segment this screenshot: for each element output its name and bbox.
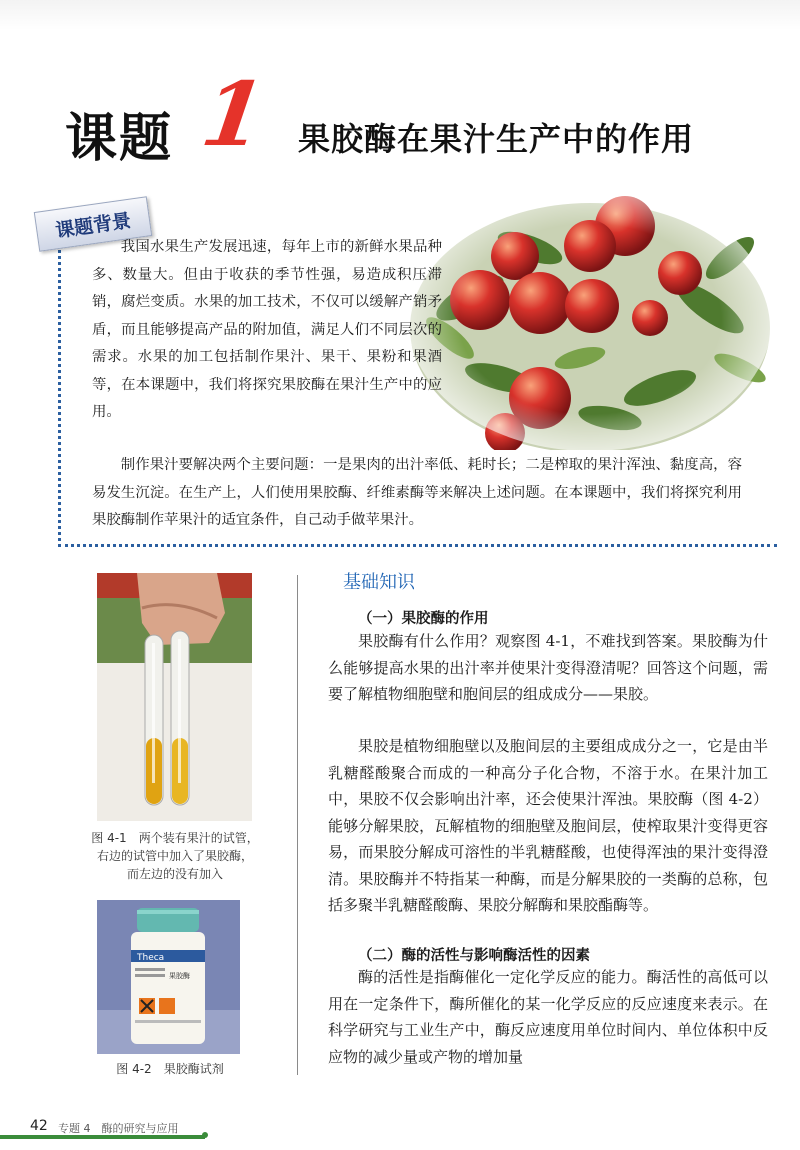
- column-divider: [297, 575, 299, 1075]
- footer-dot: [202, 1132, 208, 1138]
- reagent-bottle-photo: [97, 900, 240, 1054]
- body-paragraph-1: 果胶酶有什么作用？观察图 4-1，不难找到答案。果胶酶为什么能够提高水果的出汁率并使果汁变得澄清呢？回答这个问题，需要了解植物细胞壁和胞间层的组成成分——果胶。: [328, 632, 768, 703]
- page-title: 果胶酶在果汁生产中的作用: [298, 120, 695, 158]
- lesson-label: 课题: [65, 109, 174, 169]
- page-top-shade: [0, 0, 800, 30]
- background-paragraph-1: 我国水果生产发展迅速，每年上市的新鲜水果品种多、数量大。但由于收获的季节性强，易造成积压滞销，腐烂变质。水果的加工技术，不仅可以缓解产销矛盾，而且能够提高产品的附加值，满足人们不同层次的需求。水果的加工包括制作果汁、果干、果粉和果酒等，在本课题中，我们将探究果胶酶在果汁生产中的应用。: [92, 239, 442, 420]
- background-tag: 课题背景: [34, 196, 152, 251]
- figure-1-caption-line-2: 右边的试管中加入了果胶酶，: [96, 849, 253, 863]
- body-paragraph-2: 果胶是植物细胞壁以及胞间层的主要组成成分之一，它是由半乳糖醛酸聚合而成的一种高分子化合物，不溶于水。在果汁加工中，果胶不仅会影响出汁率，还会使果汁浑浊。果胶酶（图 4-2）能够分解果胶，瓦解植物的细胞壁及胞间层，使榨取果汁变得更容易，而果胶分解成可溶性的半乳糖醛酸，也使得浑浊的果汁变得澄清。果胶酶并不特指某一种酶，而是分解果胶的一类酶的总称，包括多聚半乳糖醛酸酶、果胶分解酶和果胶酯酶等。: [328, 737, 768, 914]
- section-heading: 基础知识: [343, 572, 415, 593]
- footer-bar: [0, 1135, 205, 1139]
- page-number: 42: [30, 1118, 48, 1134]
- figure-1-caption-line-3: 而左边的没有加入: [126, 867, 223, 881]
- lesson-number: 1: [195, 62, 272, 166]
- figure-2-caption: 图 4-2 果胶酶试剂: [116, 1062, 224, 1076]
- chapter-label: 专题 4 酶的研究与应用: [58, 1122, 179, 1135]
- figure-1-caption: [75, 829, 275, 883]
- background-paragraph-2: 制作果汁要解决两个主要问题：一是果肉的出汁率低、耗时长；二是榨取的果汁浑浊、黏度高，容易发生沉淀。在生产上，人们使用果胶酶、纤维素酶等来解决上述问题。在本课题中，我们将探究利用果胶酶制作苹果汁的适宜条件，自己动手做苹果汁。: [92, 457, 742, 528]
- test-tubes-photo: [97, 573, 252, 821]
- bottle-label-text: 果胶酶: [169, 972, 190, 980]
- subheading-1: （一）果胶酶的作用: [358, 611, 489, 627]
- subheading-2: （二）酶的活性与影响酶活性的因素: [358, 948, 590, 964]
- apple-tree-image: [410, 188, 770, 450]
- figure-1-caption-line-1: 图 4-1 两个装有果汁的试管，: [91, 831, 259, 845]
- body-paragraph-3: 酶的活性是指酶催化一定化学反应的能力。酶活性的高低可以用在一定条件下，酶所催化的某一化学反应的反应速度来表示。在科学研究与工业生产中，酶反应速度用单位时间内、单位体积中反应物的减少量或产物的增加量: [328, 968, 768, 1066]
- bottle-brand-text: Theca: [137, 953, 165, 963]
